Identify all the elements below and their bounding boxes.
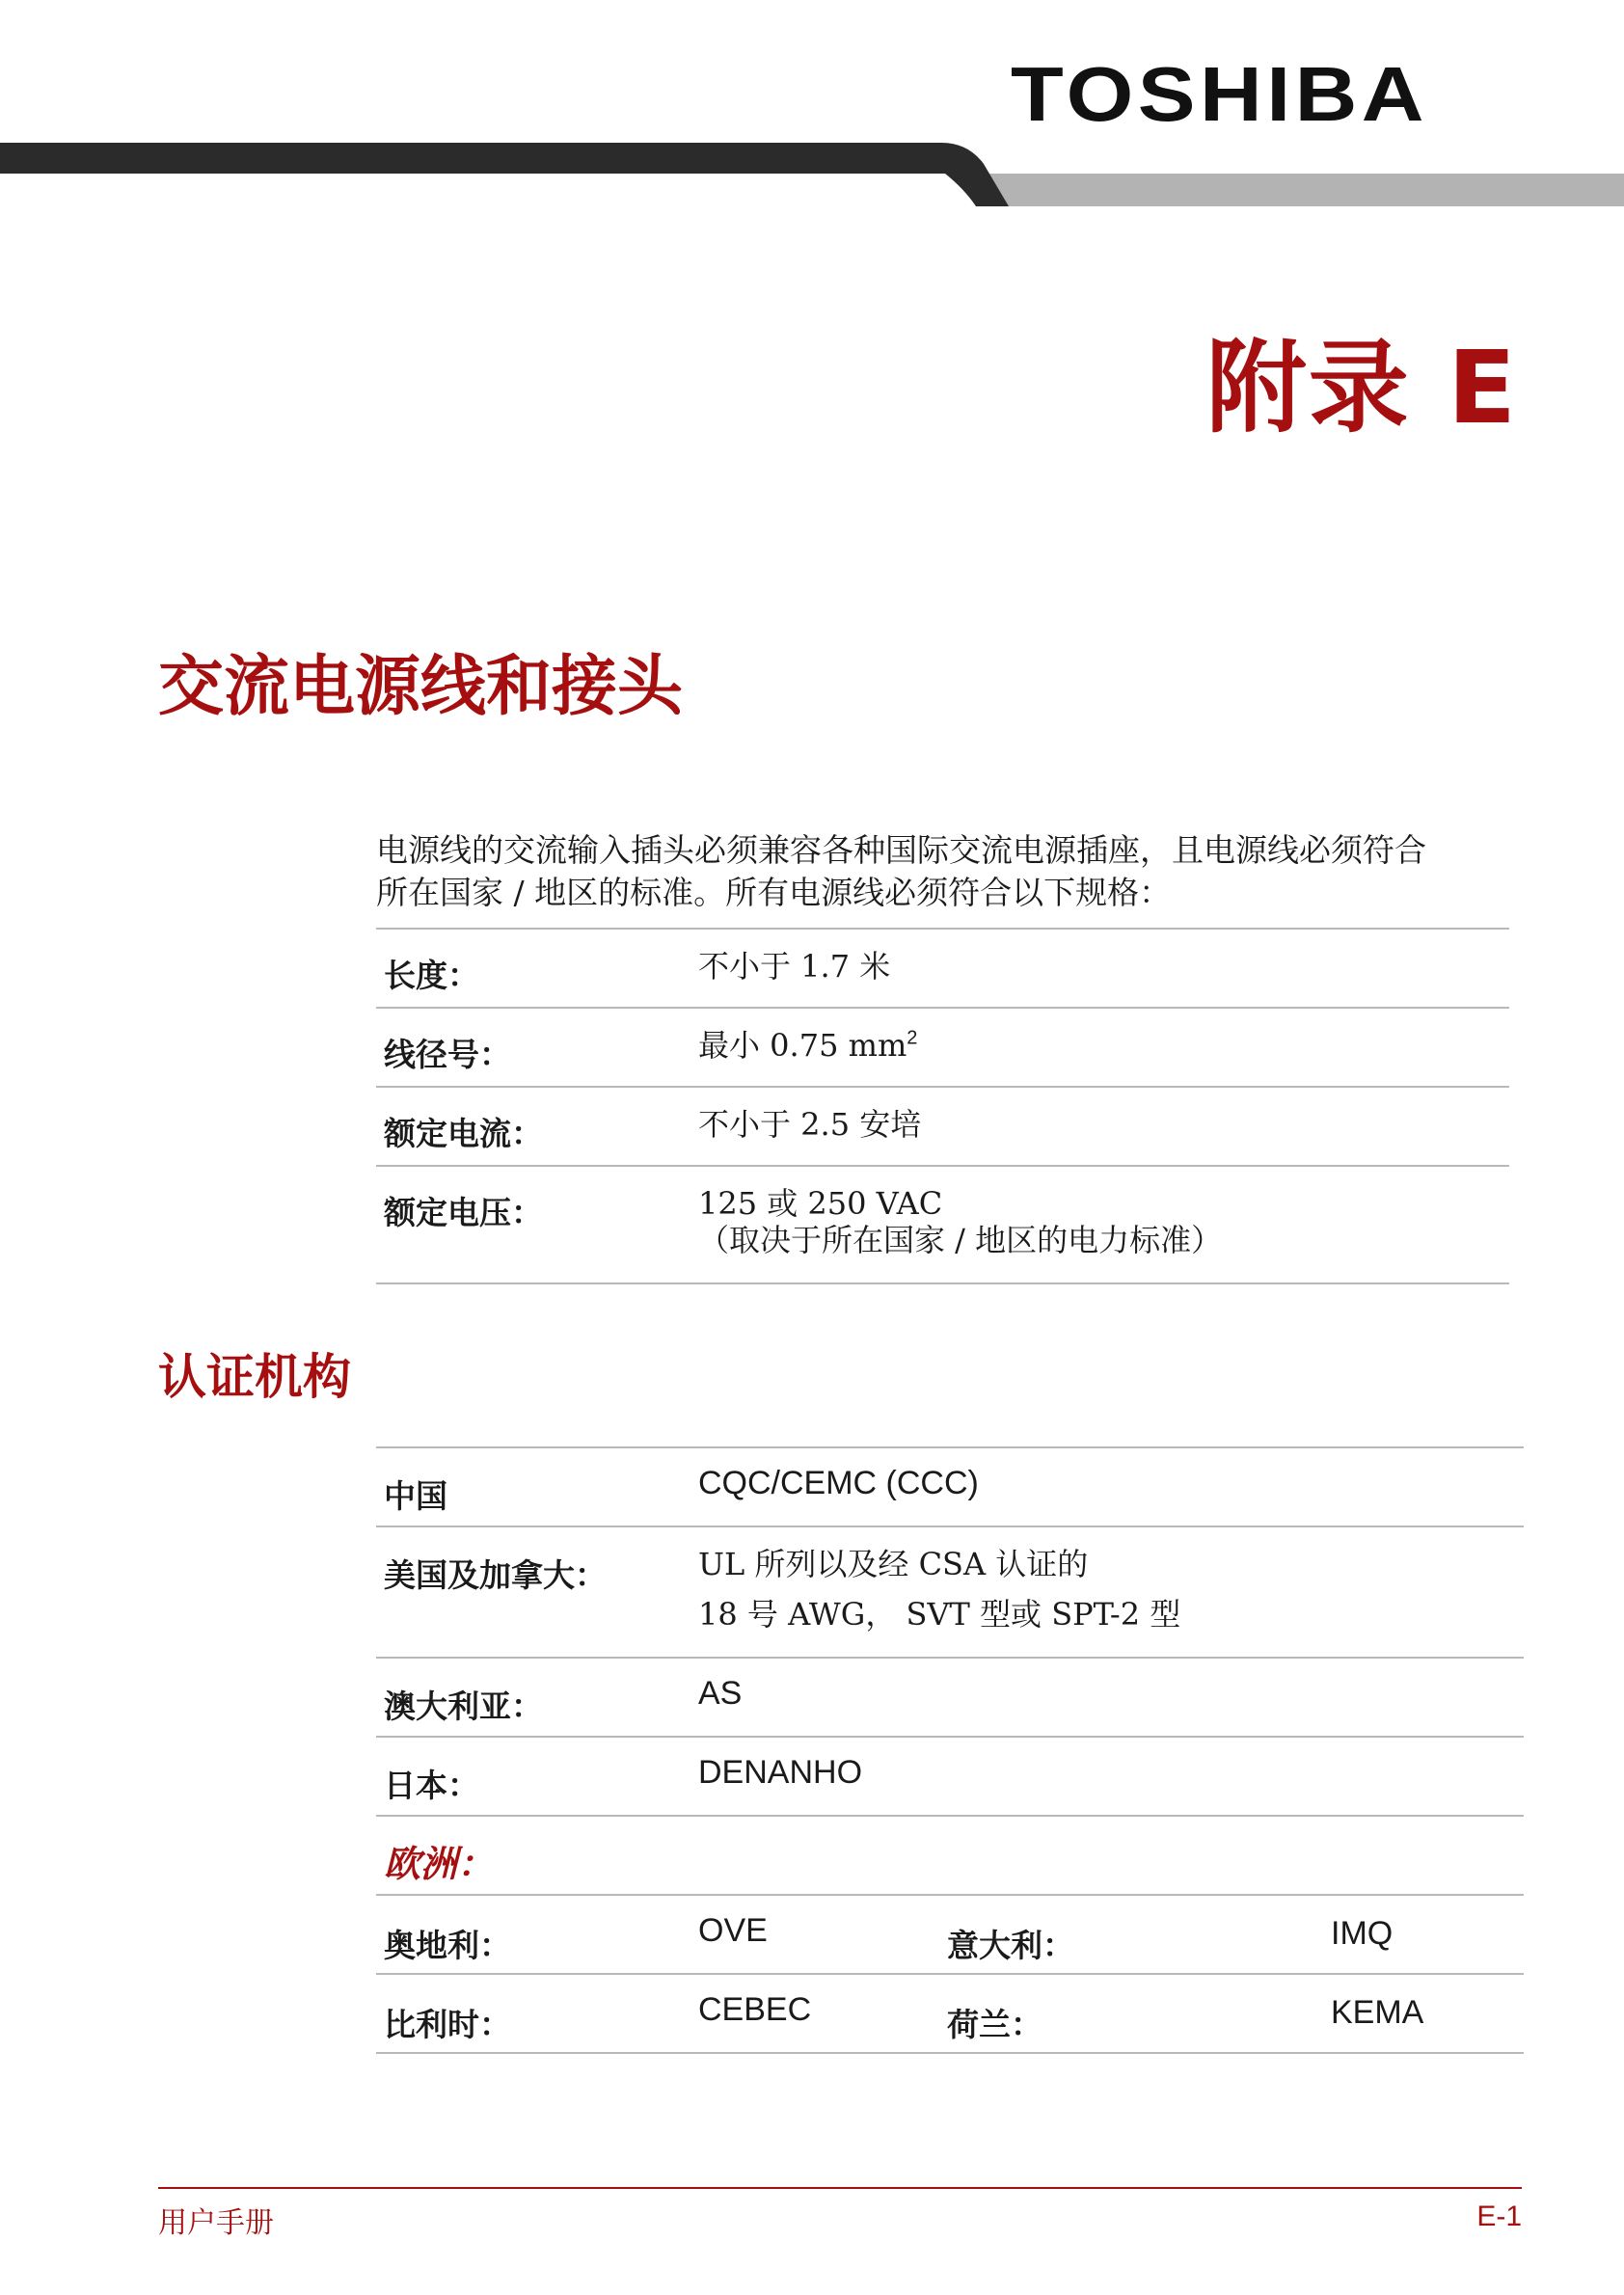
spec-label: 线径号： bbox=[384, 1036, 511, 1073]
cert-row-japan bbox=[376, 1738, 1524, 1815]
section-title-cert: 认证机构 bbox=[158, 1349, 351, 1405]
intro-line-2: 所在国家 / 地区的标准。所有电源线必须符合以下规格： bbox=[376, 874, 1172, 911]
header-gray-bar bbox=[974, 174, 1624, 206]
spec-value-note: （取决于所在国家 / 地区的电力标准） bbox=[698, 1222, 1223, 1258]
header-bars bbox=[0, 135, 1624, 212]
cert-row-europe-header bbox=[376, 1817, 1524, 1894]
cert-label-2: 荷兰： bbox=[947, 2006, 1042, 2043]
spec-value: 125 或 250 VAC bbox=[698, 1185, 943, 1222]
cert-row-us-canada bbox=[376, 1527, 1524, 1657]
cert-row-australia bbox=[376, 1659, 1524, 1736]
spec-row-length bbox=[376, 930, 1509, 1007]
cert-value-2: KEMA bbox=[1331, 1994, 1424, 2031]
section-title-power: 交流电源线和接头 bbox=[158, 649, 684, 725]
spec-value: 最小 0.75 $mm^2$ bbox=[698, 1027, 918, 1064]
cert-label: 中国 bbox=[384, 1477, 447, 1515]
table-rule bbox=[376, 1282, 1509, 1284]
cert-label: 美国及加拿大： bbox=[384, 1556, 607, 1594]
cert-row-europe-2 bbox=[376, 1975, 1524, 2052]
spec-row-current bbox=[376, 1088, 1509, 1165]
brand-logo: TOSHIBA bbox=[1011, 51, 1428, 137]
cert-row-europe-1 bbox=[376, 1896, 1524, 1973]
cert-label-2: 意大利： bbox=[947, 1927, 1074, 1964]
cert-value: CEBEC bbox=[698, 1991, 812, 2028]
cert-row-china bbox=[376, 1448, 1524, 1526]
cert-value-line2: 18 号 AWG， SVT 型或 SPT-2 型 bbox=[698, 1596, 1181, 1633]
table-rule bbox=[376, 2052, 1524, 2054]
footer-manual-label: 用户手册 bbox=[158, 2206, 274, 2240]
cert-label: 澳大利亚： bbox=[384, 1688, 543, 1725]
spec-label: 额定电流： bbox=[384, 1115, 543, 1152]
cert-value: AS bbox=[698, 1675, 743, 1712]
europe-label: 欧洲： bbox=[384, 1843, 495, 1885]
cert-label: 日本： bbox=[384, 1767, 479, 1804]
cert-label: 奥地利： bbox=[384, 1927, 511, 1964]
intro-line-1: 电源线的交流输入插头必须兼容各种国际交流电源插座，且电源线必须符合 bbox=[376, 831, 1426, 869]
spec-table bbox=[376, 928, 1509, 1284]
intro-paragraph bbox=[376, 829, 1533, 914]
cert-value: DENANHO bbox=[698, 1754, 863, 1791]
cert-value: UL 所列以及经 CSA 认证的 bbox=[698, 1546, 1089, 1582]
cert-value: OVE bbox=[698, 1912, 768, 1949]
page-number: E-1 bbox=[1476, 2200, 1522, 2232]
footer-rule bbox=[158, 2187, 1522, 2189]
spec-value: 不小于 2.5 安培 bbox=[698, 1106, 922, 1143]
header-dark-bar bbox=[0, 143, 1009, 206]
spec-label: 额定电压： bbox=[384, 1194, 543, 1231]
cert-value: CQC/CEMC (CCC) bbox=[698, 1465, 979, 1501]
spec-label: 长度： bbox=[384, 957, 479, 994]
spec-row-voltage bbox=[376, 1167, 1509, 1282]
cert-table bbox=[376, 1446, 1524, 2054]
spec-value: 不小于 1.7 米 bbox=[698, 948, 891, 985]
cert-value-2: IMQ bbox=[1331, 1915, 1394, 1952]
cert-label: 比利时： bbox=[384, 2006, 511, 2043]
appendix-title: 附录 E bbox=[1205, 329, 1518, 446]
superscript: 2 bbox=[907, 1027, 918, 1049]
spec-row-gauge bbox=[376, 1009, 1509, 1086]
